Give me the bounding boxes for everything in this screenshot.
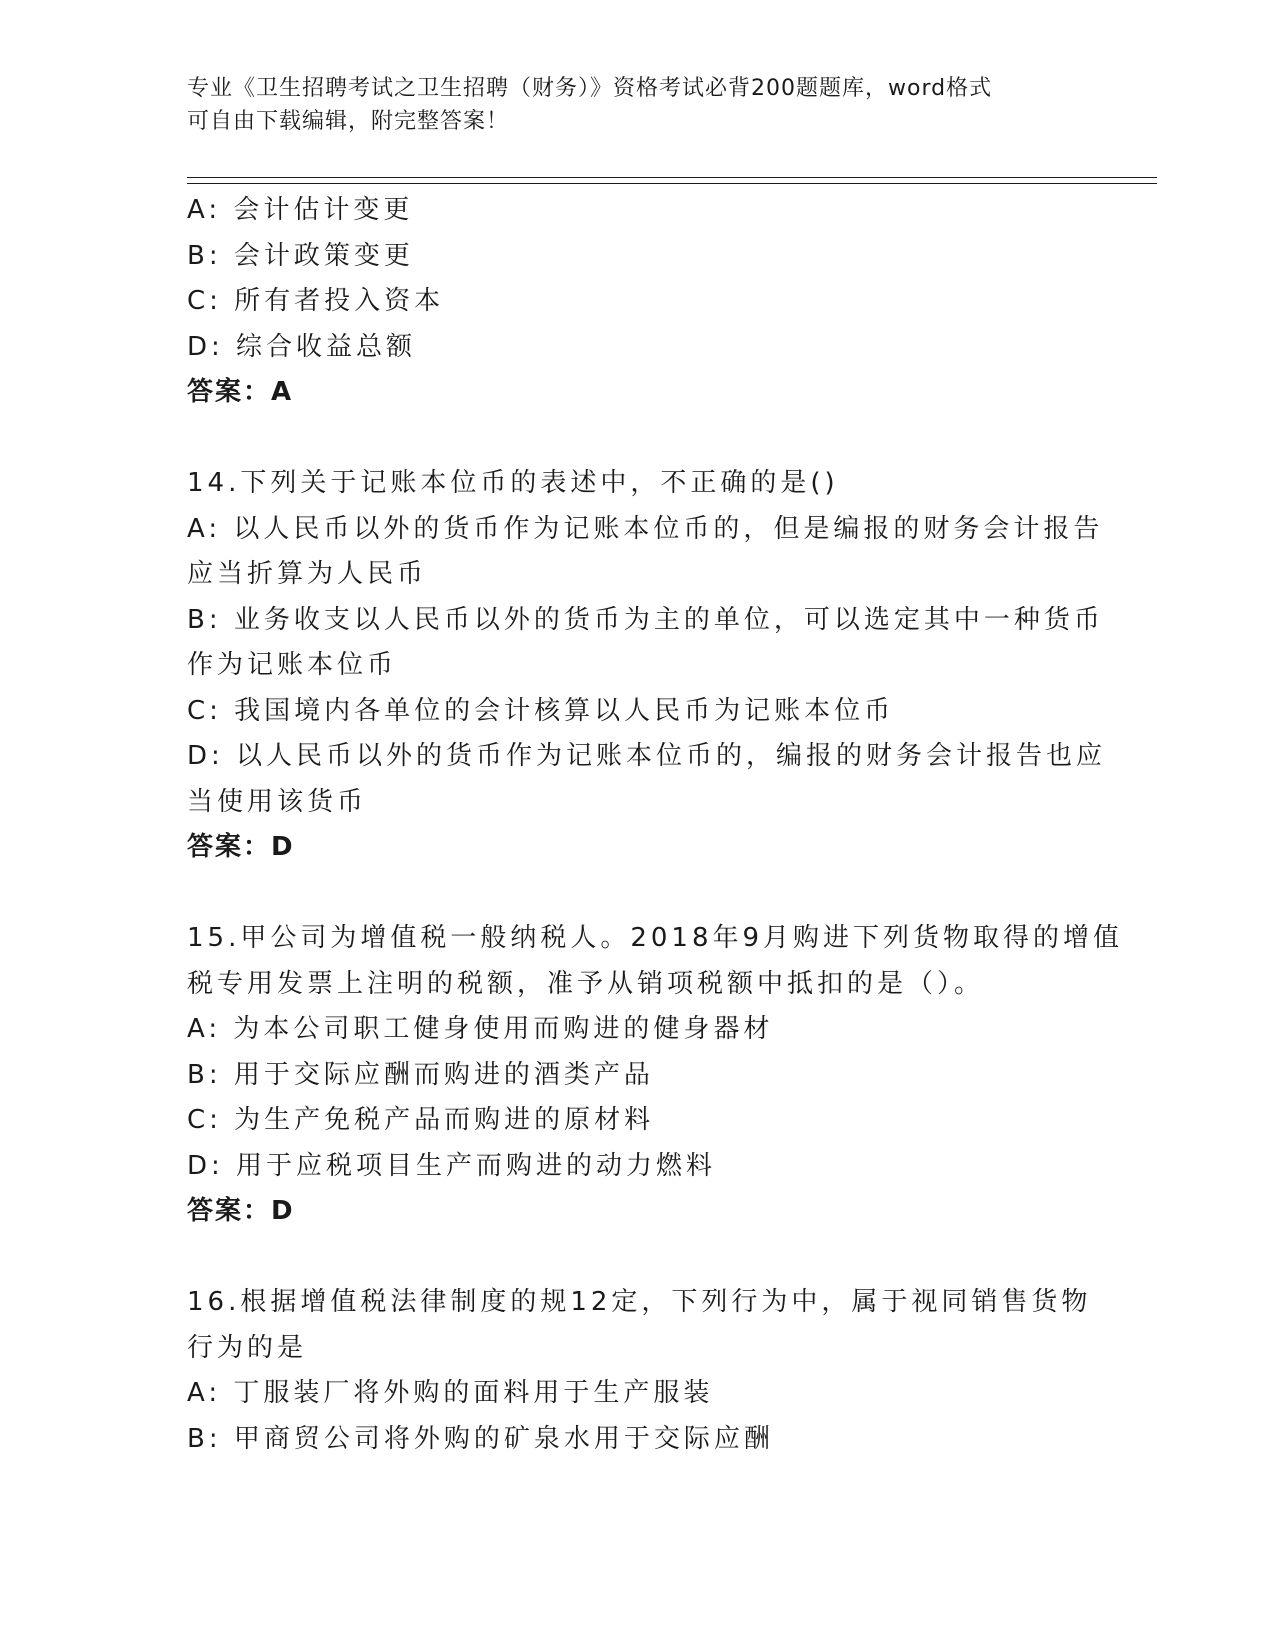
option-b-continued: 作为记账本位币	[187, 650, 398, 680]
option-a-continued: 应当折算为人民币	[187, 559, 428, 589]
answer: 答案：D	[187, 832, 295, 862]
option-a: A: 以人民币以外的货币作为记账本位币的，但是编报的财务会计报告	[187, 513, 1104, 544]
header-line-1: 专业《卫生招聘考试之卫生招聘（财务）》资格考试必背200题题库，word格式	[187, 76, 993, 101]
question-14	[187, 461, 1107, 871]
document-body	[187, 188, 1124, 1462]
spacer	[187, 871, 1087, 917]
question-16	[187, 1280, 1092, 1462]
option-b: B: 甲商贸公司将外购的矿泉水用于交际应酬	[187, 1423, 774, 1454]
option-d-continued: 当使用该货币	[187, 786, 368, 817]
option-c: C: 我国境内各单位的会计核算以人民币为记账本位币	[187, 695, 895, 726]
header-line-2: 可自由下载编辑，附完整答案！	[187, 109, 510, 134]
question-15	[187, 916, 1124, 1235]
option-b: B: 会计政策变更	[187, 240, 414, 271]
answer: 答案：A	[187, 377, 294, 407]
answer: 答案：D	[187, 1196, 295, 1226]
spacer	[187, 416, 1087, 462]
option-a: A: 为本公司职工健身使用而购进的健身器材	[187, 1014, 774, 1044]
option-b: B: 业务收支以人民币以外的货币为主的单位，可以选定其中一种货币	[187, 604, 1104, 635]
question-text-continued: 行为的是	[187, 1332, 308, 1363]
option-b: B: 用于交际应酬而购进的酒类产品	[187, 1059, 654, 1090]
spacer	[187, 1235, 1087, 1281]
option-c: C: 为生产免税产品而购进的原材料	[187, 1105, 655, 1135]
option-c: C: 所有者投入资本	[187, 286, 445, 316]
option-d: D: 用于应税项目生产而购进的动力燃料	[187, 1150, 717, 1181]
header-divider-top	[187, 177, 1157, 178]
question-text: 15.甲公司为增值税一般纳税人。2018年9月购进下列货物取得的增值	[187, 923, 1124, 953]
option-d: D: 以人民币以外的货币作为记账本位币的，编报的财务会计报告也应	[187, 741, 1107, 771]
header-divider-bottom	[187, 183, 1157, 184]
question-text: 14.下列关于记账本位币的表述中，不正确的是()	[187, 468, 839, 498]
option-d: D: 综合收益总额	[187, 331, 417, 362]
option-a: A: 会计估计变更	[187, 195, 414, 225]
document-header	[187, 72, 1087, 138]
option-a: A: 丁服装厂将外购的面料用于生产服装	[187, 1378, 714, 1408]
question-text: 16.根据增值税法律制度的规12定，下列行为中，属于视同销售货物	[187, 1287, 1092, 1317]
question-text-continued: 税专用发票上注明的税额，准予从销项税额中抵扣的是（）。	[187, 968, 985, 999]
question-13	[187, 188, 1087, 416]
